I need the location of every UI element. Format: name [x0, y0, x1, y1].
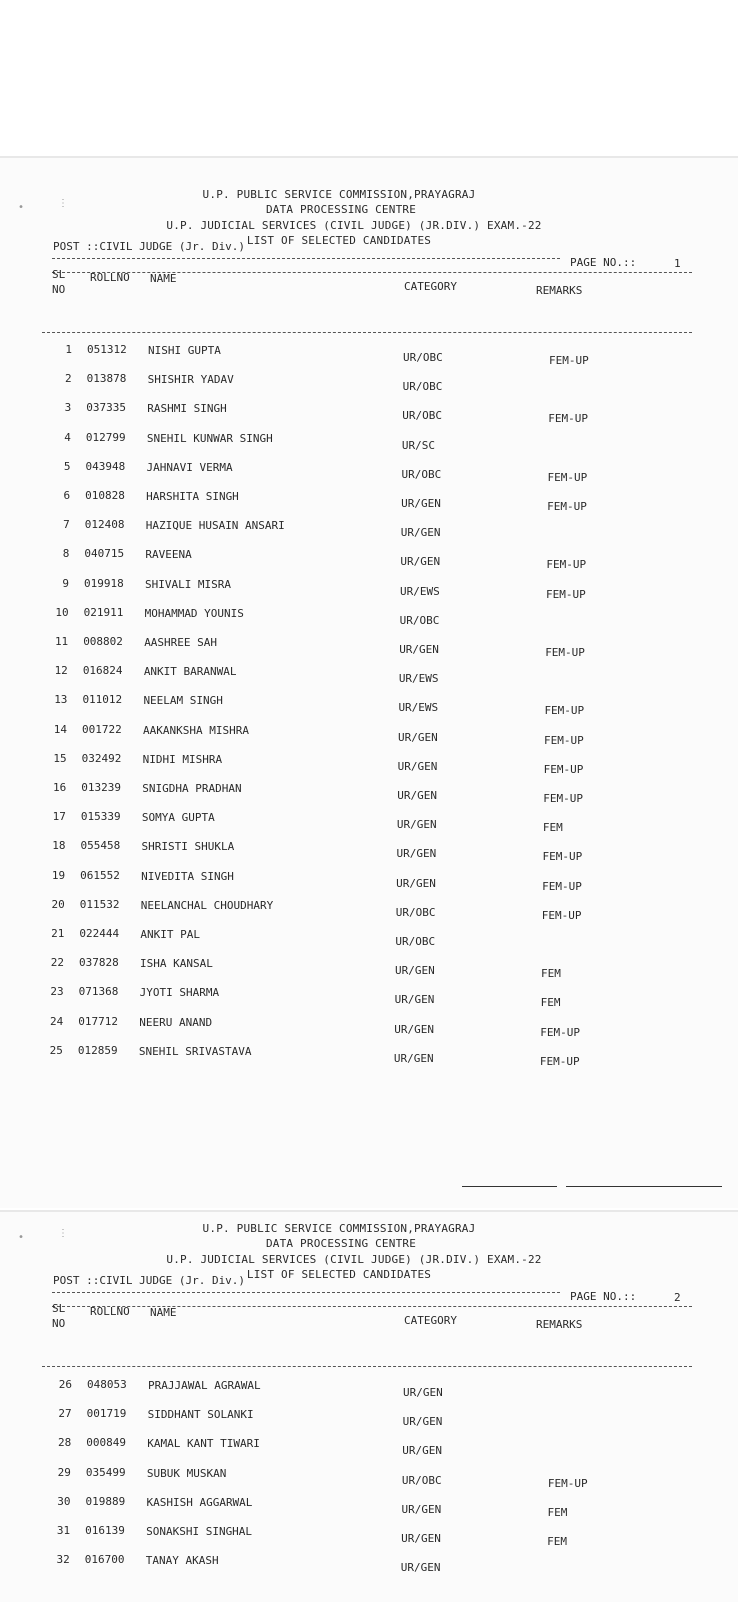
row-sl: 24: [50, 1014, 64, 1028]
table-row: [0, 1524, 738, 1548]
row-sl: 7: [63, 518, 70, 532]
column-rule-top: [52, 272, 692, 273]
row-name: SNIGDHA PRADHAN: [142, 782, 242, 795]
row-category: UR/GEN: [403, 1386, 443, 1399]
row-sl: 19: [51, 868, 66, 882]
table-row: [0, 810, 738, 835]
row-remarks: FEM-UP: [547, 1476, 588, 1490]
row-rollno: 016700: [84, 1553, 125, 1567]
row-remarks: FEM-UP: [546, 558, 587, 572]
row-name: ISHA KANSAL: [140, 957, 213, 971]
row-sl: 22: [50, 956, 65, 970]
row-rollno: 008802: [83, 635, 123, 648]
row-sl: 15: [53, 751, 67, 765]
row-rollno: 013239: [81, 781, 122, 794]
row-remarks: FEM: [547, 1535, 567, 1548]
table-row: [0, 751, 738, 776]
row-sl: 26: [58, 1378, 72, 1391]
row-name: AAKANKSHA MISHRA: [143, 723, 250, 737]
row-sl: 11: [54, 635, 69, 648]
row-rollno: 001722: [82, 722, 122, 736]
table-row: [0, 430, 738, 452]
row-category: UR/GEN: [398, 730, 438, 744]
row-rollno: 048053: [87, 1378, 127, 1391]
row-category: UR/EWS: [398, 672, 439, 686]
table-row: [0, 401, 738, 426]
table-row: [0, 605, 738, 627]
row-sl: 20: [51, 897, 65, 911]
list-title: LIST OF SELECTED CANDIDATES: [246, 1268, 432, 1281]
row-name: NEERU ANAND: [139, 1015, 213, 1029]
row-name: JYOTI SHARMA: [139, 986, 220, 1000]
row-category: UR/GEN: [401, 1502, 442, 1516]
row-sl: 14: [53, 722, 68, 736]
table-row: [0, 722, 738, 747]
row-remarks: FEM-UP: [544, 704, 585, 718]
header-rule: [52, 258, 560, 259]
row-category: UR/OBC: [395, 935, 436, 948]
col-sl: SL: [52, 1302, 66, 1315]
row-remarks: FEM-UP: [543, 762, 584, 776]
table-row: [0, 1436, 738, 1458]
row-category: UR/GEN: [399, 643, 439, 656]
row-name: SNEHIL SRIVASTAVA: [138, 1044, 252, 1058]
row-category: UR/GEN: [396, 876, 436, 890]
row-name: RASHMI SINGH: [147, 402, 227, 416]
post-label: POST ::CIVIL JUDGE (Jr. Div.): [53, 240, 246, 253]
col-sl: SL: [52, 268, 66, 281]
row-category: UR/GEN: [396, 818, 437, 832]
table-row: [0, 1014, 738, 1039]
table-row: [0, 1378, 738, 1399]
row-rollno: 032492: [81, 751, 122, 765]
col-no: NO: [52, 283, 66, 296]
row-remarks: FEM-UP: [545, 587, 586, 601]
col-name: NAME: [150, 1306, 177, 1319]
table-row: [0, 547, 738, 572]
table-row: [0, 693, 738, 718]
table-row: [0, 956, 738, 981]
row-name: KAMAL KANT TIWARI: [147, 1437, 260, 1451]
exam-title: U.P. JUDICIAL SERVICES (CIVIL JUDGE) (JR.DIV.) EXAM.-22: [166, 219, 542, 232]
table-row: [0, 781, 738, 805]
exam-title: U.P. JUDICIAL SERVICES (CIVIL JUDGE) (JR.DIV.) EXAM.-22: [166, 1253, 542, 1266]
row-name: ANKIT PAL: [140, 928, 200, 941]
row-category: UR/GEN: [397, 789, 438, 802]
page-number: 1: [674, 257, 681, 270]
page-no-label: PAGE NO.::: [570, 256, 637, 269]
row-sl: 28: [57, 1436, 72, 1450]
page-no-label: PAGE NO.::: [570, 1290, 637, 1303]
row-rollno: 011532: [79, 897, 120, 911]
row-rollno: 037828: [79, 956, 119, 970]
table-row: [0, 1553, 738, 1575]
row-remarks: FEM-UP: [542, 879, 582, 893]
row-remarks: FEM-UP: [547, 470, 588, 484]
row-rollno: 040715: [84, 547, 125, 561]
post-label: POST ::CIVIL JUDGE (Jr. Div.): [53, 1274, 246, 1287]
table-row: [0, 1043, 738, 1068]
row-category: UR/GEN: [400, 526, 441, 540]
row-remarks: FEM-UP: [543, 792, 584, 805]
list-title: LIST OF SELECTED CANDIDATES: [246, 234, 432, 247]
row-category: UR/GEN: [402, 1415, 443, 1429]
row-rollno: 035499: [85, 1465, 126, 1479]
col-remarks: REMARKS: [536, 1318, 583, 1331]
commission-title: U.P. PUBLIC SERVICE COMMISSION,PRAYAGRAJ: [202, 1222, 476, 1235]
row-name: JAHNAVI VERMA: [146, 460, 233, 474]
table-row: [0, 635, 738, 659]
row-name: NIDHI MISHRA: [142, 752, 223, 766]
row-rollno: 037335: [86, 401, 126, 415]
row-sl: 2: [64, 372, 72, 386]
header-rule: [52, 1292, 560, 1293]
row-rollno: 012799: [85, 430, 126, 444]
row-remarks: FEM-UP: [547, 500, 587, 513]
row-name: SONAKSHI SINGHAL: [146, 1525, 253, 1538]
document-page-1: [0, 156, 738, 1208]
row-sl: 13: [54, 693, 68, 707]
row-rollno: 012408: [84, 518, 125, 532]
table-row: [0, 372, 738, 394]
row-rollno: 043948: [85, 459, 126, 473]
column-rule-bottom: [42, 332, 692, 333]
row-sl: 10: [55, 605, 69, 619]
row-remarks: FEM-UP: [544, 733, 584, 747]
row-name: SIDDHANT SOLANKI: [147, 1408, 254, 1422]
scan-dot-mark: •: [18, 202, 25, 213]
col-name: NAME: [150, 272, 177, 285]
row-category: UR/OBC: [402, 409, 442, 423]
row-sl: 9: [62, 576, 69, 590]
table-row: [0, 839, 738, 864]
row-sl: 18: [52, 839, 66, 853]
table-row: [0, 985, 738, 1010]
col-rollno: ROLLNO: [90, 1305, 130, 1318]
row-category: UR/GEN: [394, 1022, 434, 1036]
row-name: SHRISTI SHUKLA: [141, 840, 235, 854]
row-name: SOMYA GUPTA: [141, 811, 215, 825]
row-rollno: 071368: [78, 985, 119, 999]
row-name: HARSHITA SINGH: [146, 490, 239, 503]
row-rollno: 061552: [80, 868, 120, 882]
col-category: CATEGORY: [404, 1314, 457, 1327]
row-name: SNEHIL KUNWAR SINGH: [146, 431, 273, 445]
row-rollno: 010828: [85, 489, 125, 502]
row-rollno: 016139: [85, 1524, 125, 1537]
row-remarks: FEM: [542, 821, 563, 835]
row-category: UR/GEN: [394, 993, 435, 1007]
row-rollno: 055458: [80, 839, 121, 853]
row-sl: 5: [63, 459, 71, 473]
row-sl: 17: [52, 810, 66, 824]
table-row: [0, 868, 738, 893]
row-category: UR/OBC: [401, 1473, 442, 1487]
punch-hole-mark: ⋮: [58, 198, 68, 209]
row-category: UR/EWS: [398, 701, 439, 715]
row-remarks: FEM: [541, 967, 561, 981]
row-remarks: FEM-UP: [549, 354, 589, 367]
row-remarks: FEM-UP: [540, 1025, 580, 1039]
row-sl: 21: [51, 927, 65, 940]
row-category: UR/OBC: [401, 467, 442, 481]
row-rollno: 019918: [83, 576, 124, 590]
table-row: [0, 459, 738, 484]
row-name: KASHISH AGGARWAL: [146, 1495, 253, 1509]
row-rollno: 000849: [86, 1436, 126, 1450]
row-sl: 31: [56, 1524, 71, 1537]
row-name: NISHI GUPTA: [148, 344, 221, 357]
row-rollno: 013878: [86, 372, 127, 386]
table-row: [0, 343, 738, 367]
row-name: HAZIQUE HUSAIN ANSARI: [145, 519, 285, 533]
row-sl: 3: [64, 401, 72, 415]
row-rollno: 015339: [80, 810, 121, 824]
row-category: UR/SC: [401, 438, 435, 452]
row-remarks: FEM-UP: [545, 646, 585, 659]
row-sl: 32: [56, 1553, 70, 1567]
scan-edge-line: [462, 1186, 557, 1187]
row-category: UR/GEN: [400, 1561, 441, 1575]
table-row: [0, 576, 738, 601]
row-sl: 27: [58, 1407, 72, 1421]
table-row: [0, 518, 738, 540]
row-sl: 23: [50, 985, 64, 999]
row-rollno: 022444: [79, 927, 120, 940]
row-category: UR/OBC: [395, 905, 436, 919]
row-name: AASHREE SAH: [144, 636, 218, 649]
row-rollno: 019889: [85, 1494, 126, 1508]
column-rule-bottom: [42, 1366, 692, 1367]
row-remarks: FEM-UP: [539, 1054, 580, 1068]
row-category: UR/OBC: [402, 380, 443, 394]
row-name: NEELANCHAL CHOUDHARY: [140, 898, 274, 912]
page-number: 2: [674, 1291, 681, 1304]
row-sl: 4: [64, 430, 71, 444]
centre-title: DATA PROCESSING CENTRE: [265, 203, 417, 216]
table-row: [0, 1494, 738, 1519]
row-name: NEELAM SINGH: [143, 694, 223, 708]
row-category: UR/GEN: [393, 1051, 434, 1065]
row-remarks: FEM: [540, 996, 561, 1010]
col-rollno: ROLLNO: [90, 271, 130, 284]
row-sl: 1: [65, 343, 72, 356]
row-name: MOHAMMAD YOUNIS: [144, 606, 244, 620]
row-rollno: 021911: [83, 605, 124, 619]
row-name: SHISHIR YADAV: [147, 373, 234, 387]
row-remarks: FEM: [547, 1505, 568, 1519]
row-name: NIVEDITA SINGH: [141, 869, 234, 883]
table-row: [0, 1407, 738, 1429]
row-name: PRAJJAWAL AGRAWAL: [148, 1379, 261, 1392]
row-remarks: FEM-UP: [541, 908, 582, 922]
row-name: TANAY AKASH: [145, 1554, 219, 1568]
col-remarks: REMARKS: [536, 284, 583, 297]
row-category: UR/OBC: [399, 613, 440, 627]
row-remarks: FEM-UP: [548, 412, 588, 426]
row-category: UR/GEN: [397, 759, 438, 773]
row-category: UR/GEN: [395, 964, 435, 978]
row-sl: 29: [57, 1465, 71, 1479]
row-remarks: FEM-UP: [542, 850, 583, 864]
row-category: UR/GEN: [401, 497, 441, 510]
commission-title: U.P. PUBLIC SERVICE COMMISSION,PRAYAGRAJ: [202, 188, 476, 201]
row-name: SUBUK MUSKAN: [146, 1466, 227, 1480]
row-rollno: 051312: [87, 343, 127, 356]
row-category: UR/EWS: [399, 584, 440, 598]
col-no: NO: [52, 1317, 66, 1330]
row-name: ANKIT BARANWAL: [143, 665, 237, 679]
row-rollno: 012859: [77, 1043, 118, 1057]
table-row: [0, 489, 738, 513]
row-rollno: 016824: [82, 664, 123, 678]
row-name: RAVEENA: [145, 548, 192, 562]
row-category: UR/GEN: [400, 555, 441, 569]
row-category: UR/GEN: [402, 1444, 442, 1458]
table-row: [0, 897, 738, 922]
row-sl: 25: [49, 1043, 63, 1057]
punch-hole-mark: ⋮: [58, 1228, 68, 1239]
document-page-2: [0, 1210, 738, 1602]
row-sl: 6: [63, 489, 71, 502]
row-rollno: 001719: [86, 1407, 127, 1421]
row-rollno: 017712: [78, 1014, 118, 1028]
scan-dot-mark: •: [18, 1232, 25, 1243]
centre-title: DATA PROCESSING CENTRE: [265, 1237, 417, 1250]
scan-edge-line: [566, 1186, 722, 1187]
col-category: CATEGORY: [404, 280, 457, 293]
row-name: SHIVALI MISRA: [144, 577, 232, 591]
column-rule-top: [52, 1306, 692, 1307]
row-sl: 16: [53, 781, 67, 794]
row-category: UR/OBC: [403, 351, 443, 364]
row-sl: 12: [54, 664, 68, 678]
row-sl: 8: [62, 547, 70, 561]
table-row: [0, 1465, 738, 1490]
table-row: [0, 664, 738, 686]
table-row: [0, 927, 738, 948]
row-rollno: 011012: [82, 693, 123, 707]
row-category: UR/GEN: [401, 1532, 441, 1545]
row-category: UR/GEN: [396, 847, 437, 861]
row-sl: 30: [57, 1494, 71, 1508]
